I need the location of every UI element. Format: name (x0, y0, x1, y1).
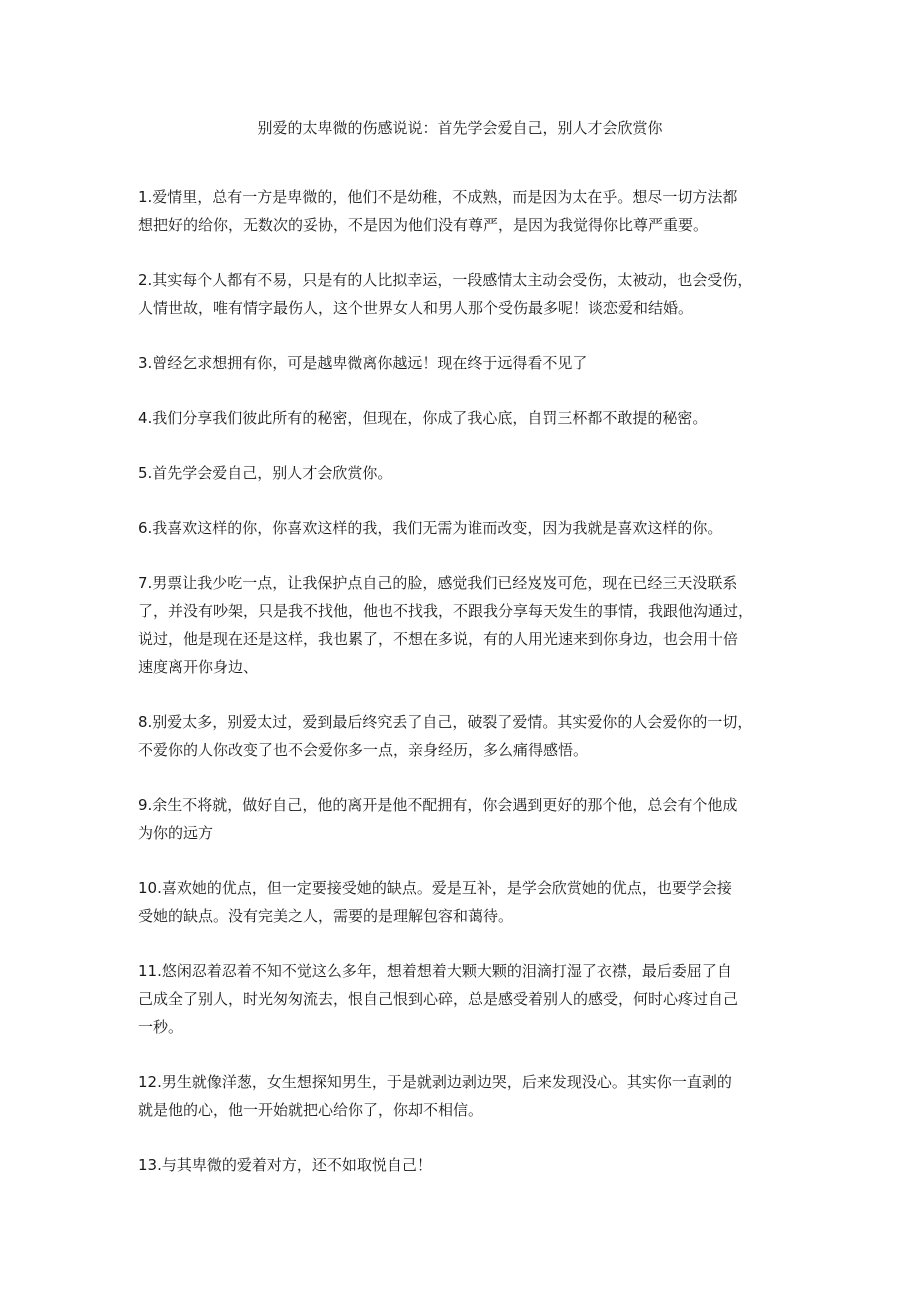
paragraph-line: 就是他的心，他一开始就把心给你了，你却不相信。 (138, 1101, 484, 1119)
paragraph-line: 8.别爱太多，别爱太过，爱到最后终究丢了自己，破裂了爱情。其实爱你的人会爱你的一切， (138, 713, 753, 731)
paragraph-line: 11.悠闲忍着忍着不知不觉这么多年，想着想着大颗大颗的泪滴打湿了衣襟，最后委屈了自 (138, 962, 732, 980)
paragraph-line: 了，并没有吵架，只是我不找他，他也不找我，不跟我分享每天发生的事情，我跟他沟通过， (138, 602, 754, 620)
paragraph-line: 1.爱情里，总有一方是卑微的，他们不是幼稚，不成熟，而是因为太在乎。想尽一切方法都 (138, 188, 738, 206)
paragraph-line: 速度离开你身边、 (138, 658, 259, 676)
paragraph-line: 己成全了别人，时光匆匆流去，恨自己恨到心碎，总是感受着别人的感受，何时心疼过自己 (138, 990, 739, 1008)
paragraph-4 (138, 404, 798, 432)
paragraph-line: 人情世故，唯有情字最伤人，这个世界女人和男人那个受伤最多呢！谈恋爱和结婚。 (138, 299, 694, 317)
paragraph-line: 10.喜欢她的优点，但一定要接受她的缺点。爱是互补，是学会欣赏她的优点，也要学会接 (138, 879, 732, 897)
paragraph-line: 6.我喜欢这样的你，你喜欢这样的我，我们无需为谁而改变，因为我就是喜欢这样的你。 (138, 519, 723, 537)
paragraph-line: 12.男生就像洋葱，女生想探知男生，于是就剥边剥边哭，后来发现没心。其实你一直剥的 (138, 1073, 732, 1091)
paragraph-line: 4.我们分享我们彼此所有的秘密，但现在，你成了我心底，自罚三杯都不敢提的秘密。 (138, 409, 708, 427)
paragraph-1 (138, 183, 798, 239)
paragraph-line: 受她的缺点。没有完美之人，需要的是理解包容和蔼待。 (138, 907, 514, 925)
paragraph-6 (138, 514, 798, 542)
paragraph-8 (138, 708, 798, 764)
paragraph-line: 一秒。 (138, 1018, 184, 1036)
paragraph-line: 想把好的给你，无数次的妥协，不是因为他们没有尊严，是因为我觉得你比尊严重要。 (138, 216, 709, 234)
paragraph-line: 说过，他是现在还是这样，我也累了，不想在多说，有的人用光速来到你身边，也会用十倍 (138, 630, 739, 648)
paragraph-7 (138, 569, 798, 681)
paragraph-line: 2.其实每个人都有不易，只是有的人比拟幸运，一段感情太主动会受伤，太被动，也会受伤， (138, 271, 753, 289)
paragraph-line: 13.与其卑微的爱着对方，还不如取悦自己！ (138, 1156, 432, 1174)
paragraph-line: 为你的远方 (138, 824, 214, 842)
paragraph-line: 9.余生不将就，做好自己，他的离开是他不配拥有，你会遇到更好的那个他，总会有个他成 (138, 796, 738, 814)
paragraph-10 (138, 874, 798, 930)
paragraph-line: 不爱你的人你改变了也不会爱你多一点，亲身经历，多么痛得感悟。 (138, 741, 589, 759)
paragraph-11 (138, 957, 798, 1041)
paragraph-line: 3.曾经乞求想拥有你，可是越卑微离你越远！现在终于远得看不见了 (138, 354, 588, 372)
document-body (138, 183, 798, 1206)
paragraph-2 (138, 266, 798, 322)
paragraph-13 (138, 1151, 798, 1179)
document-title: 别爱的太卑微的伤感说说：首先学会爱自己，别人才会欣赏你 (257, 119, 663, 137)
paragraph-12 (138, 1068, 798, 1124)
paragraph-line: 5.首先学会爱自己，别人才会欣赏你。 (138, 464, 393, 482)
paragraph-3 (138, 349, 798, 377)
paragraph-9 (138, 791, 798, 847)
paragraph-5 (138, 459, 798, 487)
paragraph-line: 7.男票让我少吃一点，让我保护点自己的脸，感觉我们已经岌岌可危，现在已经三天没联系 (138, 574, 738, 592)
